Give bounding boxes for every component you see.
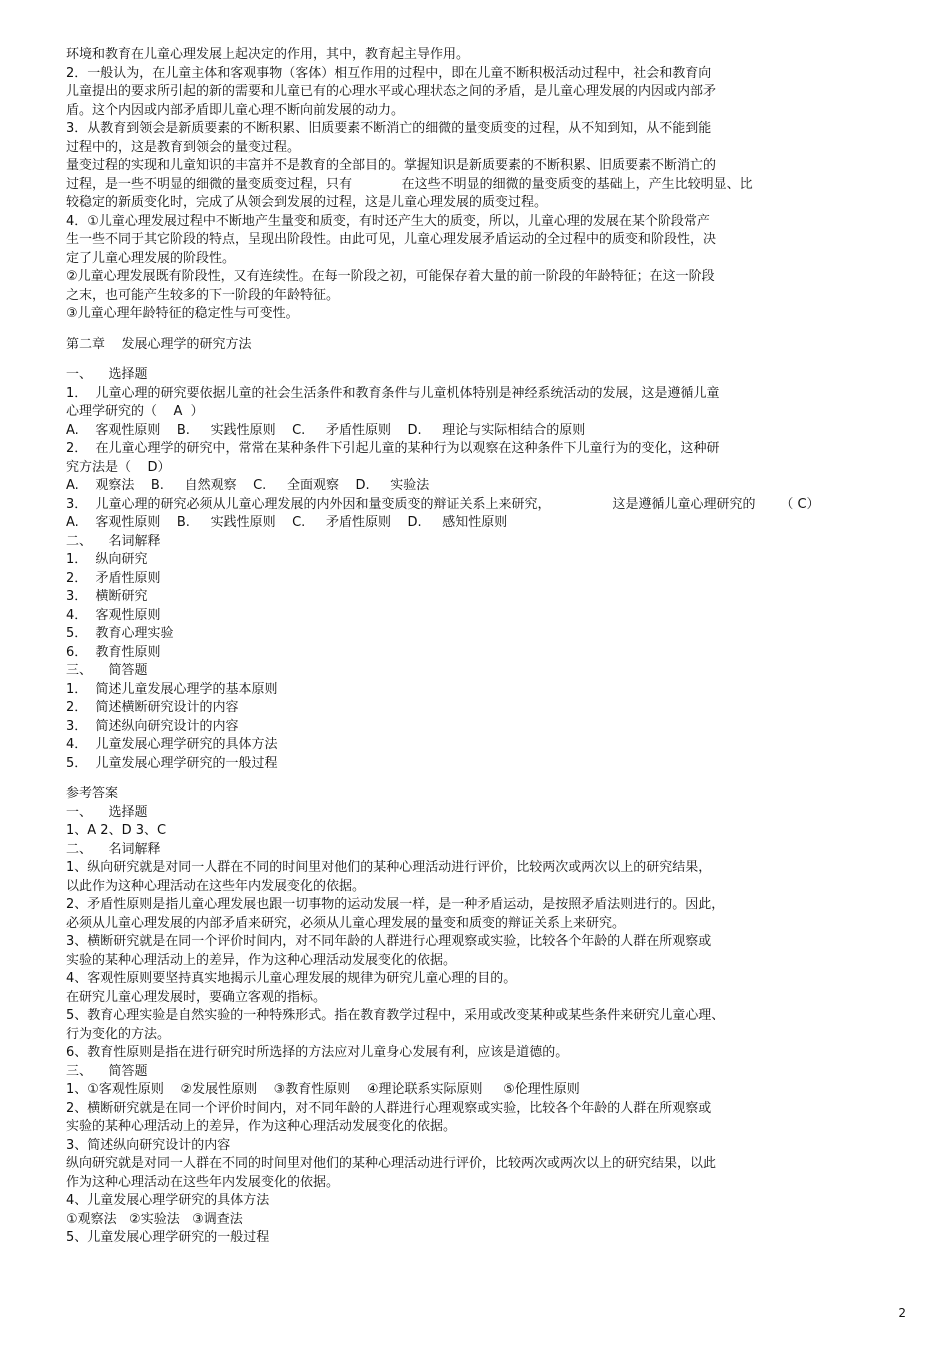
text-line: ②儿童心理发展既有阶段性，又有连续性。在每一阶段之初，可能保存着大量的前一阶段的年龄特征；在这一阶段	[66, 269, 715, 284]
text-line: 第二章 发展心理学的研究方法	[66, 336, 252, 352]
text-line: 过程中的，这是教育到领会的量变过程。	[66, 139, 301, 155]
text-line: 3． 简述纵向研究设计的内容	[66, 718, 239, 734]
text-line: 2． 简述横断研究设计的内容	[66, 700, 239, 715]
text-line: 2． 矛盾性原则	[66, 570, 161, 586]
text-line: 一、 选择题	[66, 367, 148, 382]
document-body	[66, 46, 926, 1248]
text-line: 究方法是（ D）	[66, 459, 171, 475]
page-number: 2	[898, 1306, 906, 1320]
text-line: 量变过程的实现和儿童知识的丰富并不是教育的全部目的。掌握知识是新质要素的不断积累、旧质要素不断消亡的	[66, 158, 717, 173]
text-line: 4． 客观性原则	[66, 607, 161, 623]
text-line: A. 客观性原则 B. 实践性原则 C. 矛盾性原则 D. 理论与实际相结合的原则	[66, 422, 586, 438]
text-line: 纵向研究就是对同一人群在不同的时间里对他们的某种心理活动进行评价，比较两次或两次以上的研究结果，以此	[66, 1156, 717, 1171]
text-line: 过程，是一些不明显的细微的量变质变过程，只有 在这些不明显的细微的量变质变的基础上，产生比较明显、比	[66, 176, 753, 192]
text-line: 1、A 2、D 3、C	[66, 823, 167, 838]
text-line: 2、矛盾性原则是指儿童心理发展也跟一切事物的运动发展一样，是一种矛盾运动，是按照矛盾法则进行的。因此，	[66, 897, 725, 912]
text-line: A. 观察法 B. 自然观察 C. 全面观察 D. 实验法	[66, 478, 430, 493]
text-line: 4．①儿童心理发展过程中不断地产生量变和质变，有时还产生大的质变，所以，儿童心理的发展在某个阶段常产	[66, 213, 710, 229]
text-line: 6． 教育性原则	[66, 644, 161, 660]
text-line: 2．一般认为，在儿童主体和客观事物（客体）相互作用的过程中，即在儿童不断积极活动过程中，社会和教育向	[66, 65, 712, 81]
text-line: 3、简述纵向研究设计的内容	[66, 1137, 231, 1153]
text-line: 3． 儿童心理的研究必须从儿童心理发展的内外因和量变质变的辩证关系上来研究， 这是遵循儿童心理研究的 （ C）	[66, 496, 820, 512]
text-line: 定了儿童心理发展的阶段性。	[66, 250, 236, 266]
text-line: 二、 名词解释	[66, 533, 161, 549]
text-line: 作为这种心理活动在这些年内发展变化的依据。	[66, 1174, 340, 1190]
text-line	[66, 324, 926, 336]
text-line: 较稳定的新质变化时，完成了从领会到发展的过程，这是儿童心理发展的质变过程。	[66, 195, 548, 210]
text-line: 必须从儿童心理发展的内部矛盾来研究，必须从儿童心理发展的量变和质变的辩证关系上来研究。	[66, 915, 626, 931]
text-line: 1． 简述儿童发展心理学的基本原则	[66, 681, 278, 697]
text-line: 一、 选择题	[66, 804, 148, 820]
text-line: 1、纵向研究就是对同一人群在不同的时间里对他们的某种心理活动进行评价，比较两次或两次以上的研究结果，	[66, 860, 712, 875]
text-line: 在研究儿童心理发展时，要确立客观的指标。	[66, 989, 327, 1005]
text-line: 生一些不同于其它阶段的特点，呈现出阶段性。由此可见，儿童心理发展矛盾运动的全过程中的质变和阶段性，决	[66, 232, 717, 247]
text-line: 5． 儿童发展心理学研究的一般过程	[66, 755, 278, 771]
text-line: 儿童提出的要求所引起的新的需要和儿童已有的心理水平或心理状态之间的矛盾，是儿童心理发展的内因或内部矛	[66, 84, 717, 99]
text-line: 心理学研究的（ A ）	[66, 404, 204, 419]
text-line: 实验的某种心理活动上的差异，作为这种心理活动发展变化的依据。	[66, 952, 457, 968]
text-line: 5、教育心理实验是自然实验的一种特殊形式。指在教育教学过程中，采用或改变某种或某些条件来研究儿童心理、	[66, 1008, 725, 1023]
text-line: A. 客观性原则 B. 实践性原则 C. 矛盾性原则 D. 感知性原则	[66, 515, 508, 530]
text-line: 1． 儿童心理的研究要依据儿童的社会生活条件和教育条件与儿童机体特别是神经系统活动的发展，这是遵循儿童	[66, 385, 720, 401]
text-line: 行为变化的方法。	[66, 1026, 171, 1042]
text-line: 4、儿童发展心理学研究的具体方法	[66, 1193, 270, 1208]
text-line: 之末，也可能产生较多的下一阶段的年龄特征。	[66, 287, 340, 303]
text-line: 三、 简答题	[66, 663, 148, 678]
text-line: ①观察法 ②实验法 ③调查法	[66, 1211, 243, 1227]
text-line	[66, 773, 926, 785]
text-line: 3．从教育到领会是新质要素的不断积累、旧质要素不断消亡的细微的量变质变的过程，从不知到知，从不能到能	[66, 121, 712, 136]
text-line	[66, 354, 926, 366]
text-line: 2、横断研究就是在同一个评价时间内，对不同年龄的人群进行心理观察或实验，比较各个年龄的人群在所观察或	[66, 1100, 712, 1116]
text-line: 6、教育性原则是指在进行研究时所选择的方法应对儿童身心发展有利，应该是道德的。	[66, 1045, 569, 1060]
text-line: 4、客观性原则要坚持真实地揭示儿童心理发展的规律为研究儿童心理的目的。	[66, 971, 517, 986]
text-line: 3． 横断研究	[66, 589, 148, 604]
text-line: 2． 在儿童心理学的研究中，常常在某种条件下引起儿童的某种行为以观察在这种条件下儿童行为的变化，这种研	[66, 441, 720, 456]
text-line: 以此作为这种心理活动在这些年内发展变化的依据。	[66, 878, 366, 894]
text-line: 实验的某种心理活动上的差异，作为这种心理活动发展变化的依据。	[66, 1119, 457, 1134]
text-line: ③儿童心理年龄特征的稳定性与可变性。	[66, 306, 299, 321]
text-line: 盾。这个内因或内部矛盾即儿童心理不断向前发展的动力。	[66, 102, 405, 118]
text-line: 参考答案	[66, 786, 119, 801]
text-line: 二、 名词解释	[66, 841, 161, 857]
text-line: 三、 简答题	[66, 1063, 148, 1079]
text-line: 4． 儿童发展心理学研究的具体方法	[66, 737, 278, 752]
text-line: 1． 纵向研究	[66, 552, 148, 567]
text-line: 5． 教育心理实验	[66, 626, 174, 641]
text-line: 1、①客观性原则 ②发展性原则 ③教育性原则 ④理论联系实际原则 ⑤伦理性原则	[66, 1082, 580, 1097]
text-line: 环境和教育在儿童心理发展上起决定的作用，其中，教育起主导作用。	[66, 47, 470, 62]
text-line: 5、儿童发展心理学研究的一般过程	[66, 1230, 270, 1245]
text-line: 3、横断研究就是在同一个评价时间内，对不同年龄的人群进行心理观察或实验，比较各个年龄的人群在所观察或	[66, 934, 712, 949]
